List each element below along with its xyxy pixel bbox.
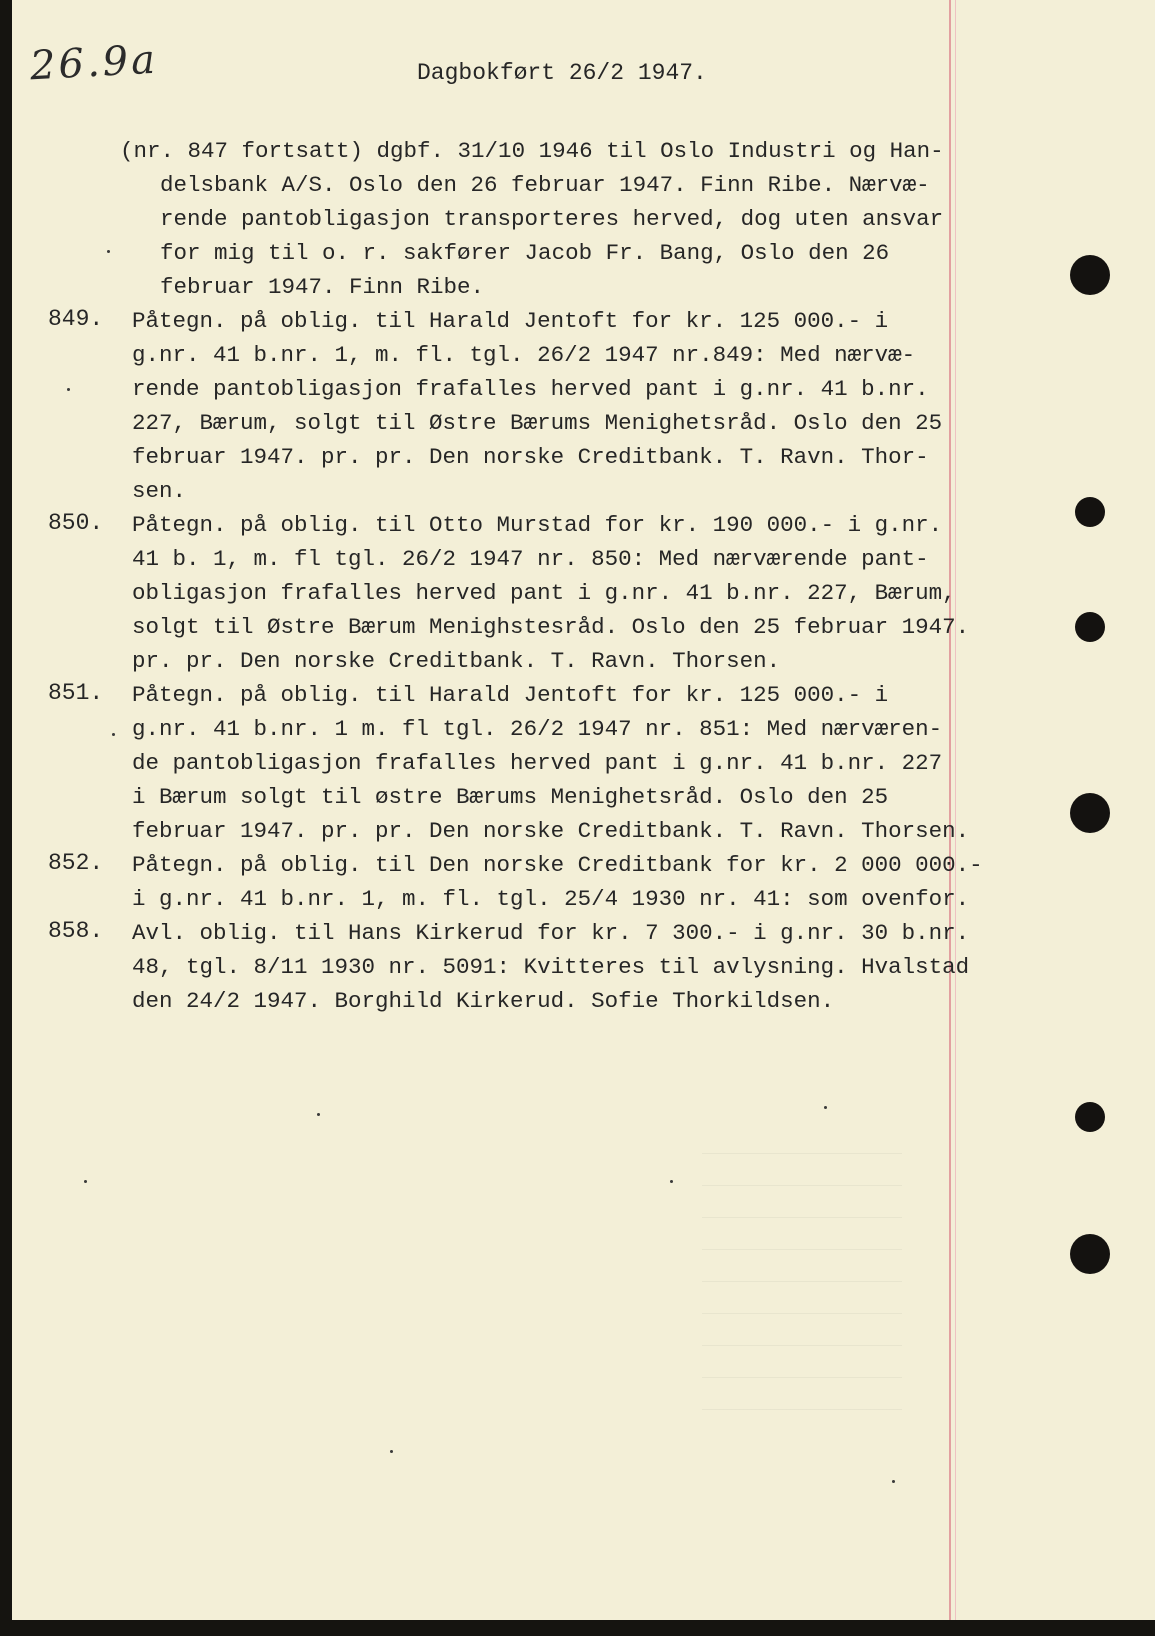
document-page (12, 0, 1155, 1620)
punch-hole-4 (1070, 793, 1110, 833)
entry-text-line: de pantobligasjon frafalles herved pant i g.nr. 41 b.nr. 227 (132, 750, 943, 776)
punch-hole-1 (1070, 255, 1110, 295)
entry-text-line: februar 1947. pr. pr. Den norske Creditbank. T. Ravn. Thor- (132, 444, 929, 470)
speck (67, 388, 70, 391)
punch-hole-5 (1075, 1102, 1105, 1132)
punch-hole-6 (1070, 1234, 1110, 1274)
entry-text-line: i Bærum solgt til østre Bærums Menighetsråd. Oslo den 25 (132, 784, 889, 810)
entry-text-line: pr. pr. Den norske Creditbank. T. Ravn. Thorsen. (132, 648, 781, 674)
entry-text-line: (nr. 847 fortsatt) dgbf. 31/10 1946 til Oslo Industri og Han- (120, 138, 944, 164)
margin-rule (949, 0, 951, 1620)
speck (824, 1106, 827, 1109)
entry-text-line: februar 1947. Finn Ribe. (160, 274, 485, 300)
entry-number: 850. (48, 510, 104, 536)
speck (670, 1180, 673, 1183)
entry-text-line: den 24/2 1947. Borghild Kirkerud. Sofie Thorkildsen. (132, 988, 835, 1014)
speck (84, 1180, 87, 1183)
entry-number: 858. (48, 918, 104, 944)
entry-text-line: Påtegn. på oblig. til Den norske Creditbank for kr. 2 000 000.- (132, 852, 983, 878)
entry-text-line: obligasjon frafalles herved pant i g.nr. 41 b.nr. 227, Bærum, (132, 580, 956, 606)
entry-text-line: rende pantobligasjon frafalles herved pant i g.nr. 41 b.nr. (132, 376, 929, 402)
punch-hole-3 (1075, 612, 1105, 642)
entry-text-line: 48, tgl. 8/11 1930 nr. 5091: Kvitteres til avlysning. Hvalstad (132, 954, 970, 980)
punch-hole-2 (1075, 497, 1105, 527)
entry-text-line: sen. (132, 478, 187, 504)
entry-text-line: Påtegn. på oblig. til Otto Murstad for kr. 190 000.- i g.nr. (132, 512, 943, 538)
entry-text-line: Påtegn. på oblig. til Harald Jentoft for kr. 125 000.- i (132, 682, 889, 708)
entry-text-line: for mig til o. r. sakfører Jacob Fr. Bang, Oslo den 26 (160, 240, 890, 266)
speck (390, 1450, 393, 1453)
speck (112, 733, 115, 736)
margin-rule-secondary (955, 0, 956, 1620)
speck (892, 1480, 895, 1483)
speck (317, 1113, 320, 1116)
handwritten-margin-annotation: 26.9a (28, 36, 160, 90)
entry-text-line: i g.nr. 41 b.nr. 1, m. fl. tgl. 25/4 1930 nr. 41: som ovenfor. (132, 886, 970, 912)
entry-text-line: 227, Bærum, solgt til Østre Bærums Menighetsråd. Oslo den 25 (132, 410, 943, 436)
entry-text-line: 41 b. 1, m. fl tgl. 26/2 1947 nr. 850: Med nærværende pant- (132, 546, 929, 572)
speck (107, 250, 110, 253)
entry-text-line: februar 1947. pr. pr. Den norske Creditbank. T. Ravn. Thorsen. (132, 818, 970, 844)
entry-number: 849. (48, 306, 104, 332)
entry-number: 851. (48, 680, 104, 706)
page-header: Dagbokført 26/2 1947. (417, 60, 707, 86)
entry-text-line: g.nr. 41 b.nr. 1, m. fl. tgl. 26/2 1947 nr.849: Med nærvæ- (132, 342, 916, 368)
entry-text-line: solgt til Østre Bærum Menighstesråd. Oslo den 25 februar 1947. (132, 614, 970, 640)
entry-text-line: delsbank A/S. Oslo den 26 februar 1947. Finn Ribe. Nærvæ- (160, 172, 930, 198)
entry-text-line: Avl. oblig. til Hans Kirkerud for kr. 7 300.- i g.nr. 30 b.nr. (132, 920, 970, 946)
faint-stamp (702, 1150, 902, 1410)
entry-text-line: Påtegn. på oblig. til Harald Jentoft for kr. 125 000.- i (132, 308, 889, 334)
entry-text-line: rende pantobligasjon transporteres herved, dog uten ansvar (160, 206, 944, 232)
entry-number: 852. (48, 850, 104, 876)
entry-text-line: g.nr. 41 b.nr. 1 m. fl tgl. 26/2 1947 nr. 851: Med nærværen- (132, 716, 943, 742)
